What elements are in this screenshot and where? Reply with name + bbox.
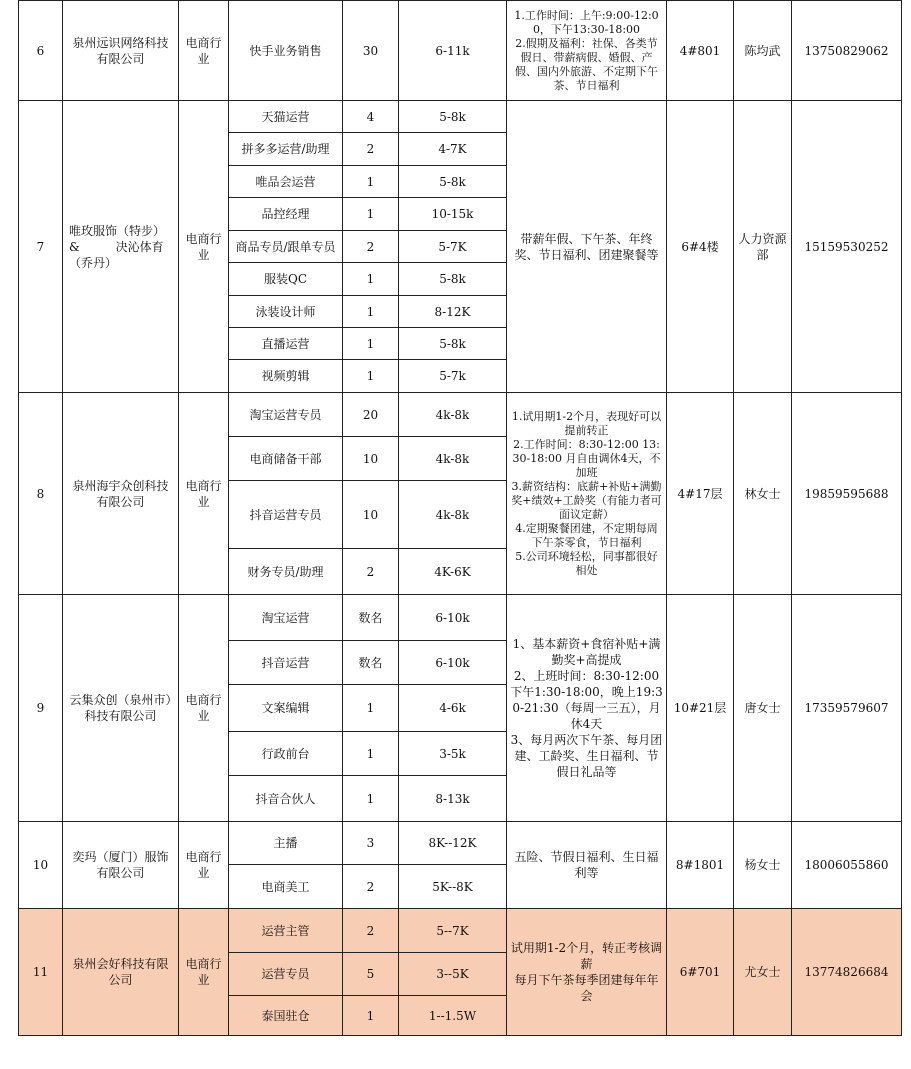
benefits: 试用期1-2个月，转正考核调薪 每月下午茶每季团建每年年会 (507, 909, 667, 1036)
company-name: 奕玛（厦门）服饰有限公司 (63, 822, 179, 909)
job-count: 1 (343, 166, 399, 198)
job-salary: 10-15k (399, 198, 507, 231)
job-title: 文案编辑 (229, 685, 343, 732)
contact-person: 尤女士 (734, 909, 792, 1036)
job-salary: 1--1.5W (399, 996, 507, 1036)
job-count: 1 (343, 328, 399, 360)
job-count: 1 (343, 685, 399, 732)
contact-person: 林女士 (734, 393, 792, 595)
job-title: 泳装设计师 (229, 296, 343, 328)
job-count: 2 (343, 909, 399, 953)
industry: 电商行业 (179, 595, 229, 822)
benefits: 1、基本薪资+食宿补贴+满勤奖+高提成 2、上班时间：8:30-12:00 下午1:30-18:00，晚上19:30-21:30（每周一三五），月休4天 3、每月两次下午茶、每月团建、工龄奖、生日福利、节假日礼品等 (507, 595, 667, 822)
row-number: 6 (19, 1, 63, 101)
job-salary: 5-8k (399, 328, 507, 360)
job-title: 电商储备干部 (229, 437, 343, 481)
job-title: 快手业务销售 (229, 1, 343, 101)
contact-person: 唐女士 (734, 595, 792, 822)
job-title: 抖音运营 (229, 641, 343, 685)
job-count: 1 (343, 360, 399, 393)
contact-person: 杨女士 (734, 822, 792, 909)
job-title: 主播 (229, 822, 343, 865)
job-title: 商品专员/跟单专员 (229, 231, 343, 263)
benefits: 五险、节假日福利、生日福利等 (507, 822, 667, 909)
job-listing-table (18, 0, 902, 1036)
job-title: 淘宝运营专员 (229, 393, 343, 437)
job-title: 天猫运营 (229, 101, 343, 133)
job-title: 直播运营 (229, 328, 343, 360)
company-name: 唯玫服饰（特步）& 决沁体育（乔丹） (63, 101, 179, 393)
job-salary: 6-11k (399, 1, 507, 101)
table-body (19, 1, 902, 1036)
job-title: 拼多多运营/助理 (229, 133, 343, 166)
job-count: 20 (343, 393, 399, 437)
job-count: 2 (343, 865, 399, 909)
company-name: 泉州远识网络科技有限公司 (63, 1, 179, 101)
row-number: 9 (19, 595, 63, 822)
job-count: 数名 (343, 641, 399, 685)
industry: 电商行业 (179, 909, 229, 1036)
address: 8#1801 (667, 822, 734, 909)
job-title: 泰国驻仓 (229, 996, 343, 1036)
job-salary: 3--5K (399, 953, 507, 996)
job-count: 1 (343, 296, 399, 328)
job-title: 抖音合伙人 (229, 776, 343, 822)
row-number: 7 (19, 101, 63, 393)
industry: 电商行业 (179, 393, 229, 595)
job-salary: 5-8k (399, 263, 507, 296)
table-row (19, 822, 902, 865)
job-salary: 5K--8K (399, 865, 507, 909)
table-row (19, 1, 902, 101)
job-title: 淘宝运营 (229, 595, 343, 641)
job-count: 2 (343, 133, 399, 166)
contact-person: 人力资源部 (734, 101, 792, 393)
job-salary: 5-7k (399, 360, 507, 393)
job-title: 唯品会运营 (229, 166, 343, 198)
phone-number: 13750829062 (792, 1, 902, 101)
benefits: 1.工作时间：上午:9:00-12:00，下午13:30-18:00 2.假期及福利：社保、各类节假日、带薪病假、婚假、产假、国内外旅游、不定期下午茶、节日福利 (507, 1, 667, 101)
row-number: 10 (19, 822, 63, 909)
address: 6#4楼 (667, 101, 734, 393)
company-name: 云集众创（泉州市）科技有限公司 (63, 595, 179, 822)
table-row (19, 393, 902, 437)
job-title: 电商美工 (229, 865, 343, 909)
job-salary: 4-7K (399, 133, 507, 166)
job-title: 运营主管 (229, 909, 343, 953)
job-salary: 3-5k (399, 732, 507, 776)
job-count: 1 (343, 263, 399, 296)
job-title: 运营专员 (229, 953, 343, 996)
table-row (19, 595, 902, 641)
industry: 电商行业 (179, 1, 229, 101)
address: 4#801 (667, 1, 734, 101)
job-salary: 4k-8k (399, 437, 507, 481)
benefits: 1.试用期1-2个月，表现好可以提前转正 2.工作时间：8:30-12:00 13:30-18:00 月自由调休4天，不加班 3.薪资结构：底薪+补贴+满勤奖+绩效+工龄奖（有能力者可面议定薪） 4.定期聚餐团建，不定期每周下午茶零食，节日福利 5.公司环境轻松，同事都很好相处 (507, 393, 667, 595)
job-count: 1 (343, 996, 399, 1036)
job-title: 品控经理 (229, 198, 343, 231)
phone-number: 17359579607 (792, 595, 902, 822)
table-row (19, 909, 902, 953)
job-count: 1 (343, 732, 399, 776)
job-salary: 8K--12K (399, 822, 507, 865)
job-title: 行政前台 (229, 732, 343, 776)
job-count: 1 (343, 198, 399, 231)
phone-number: 13774826684 (792, 909, 902, 1036)
job-salary: 8-13k (399, 776, 507, 822)
job-salary: 6-10k (399, 595, 507, 641)
job-count: 10 (343, 481, 399, 549)
job-salary: 4k-8k (399, 393, 507, 437)
job-title: 抖音运营专员 (229, 481, 343, 549)
job-count: 10 (343, 437, 399, 481)
row-number: 11 (19, 909, 63, 1036)
company-name: 泉州海宇众创科技有限公司 (63, 393, 179, 595)
row-number: 8 (19, 393, 63, 595)
industry: 电商行业 (179, 822, 229, 909)
job-salary: 5-8k (399, 166, 507, 198)
job-count: 2 (343, 231, 399, 263)
job-count: 3 (343, 822, 399, 865)
job-salary: 6-10k (399, 641, 507, 685)
job-salary: 5-7K (399, 231, 507, 263)
job-title: 视频剪辑 (229, 360, 343, 393)
job-count: 数名 (343, 595, 399, 641)
job-count: 5 (343, 953, 399, 996)
address: 4#17层 (667, 393, 734, 595)
job-title: 服装QC (229, 263, 343, 296)
job-count: 4 (343, 101, 399, 133)
phone-number: 15159530252 (792, 101, 902, 393)
company-name: 泉州会好科技有限公司 (63, 909, 179, 1036)
address: 6#701 (667, 909, 734, 1036)
job-count: 30 (343, 1, 399, 101)
contact-person: 陈均武 (734, 1, 792, 101)
job-count: 1 (343, 776, 399, 822)
industry: 电商行业 (179, 101, 229, 393)
job-salary: 4-6k (399, 685, 507, 732)
job-title: 财务专员/助理 (229, 549, 343, 595)
table-row (19, 101, 902, 133)
address: 10#21层 (667, 595, 734, 822)
benefits: 带薪年假、下午茶、年终奖、节日福利、团建聚餐等 (507, 101, 667, 393)
job-salary: 5--7K (399, 909, 507, 953)
phone-number: 18006055860 (792, 822, 902, 909)
phone-number: 19859595688 (792, 393, 902, 595)
job-salary: 5-8k (399, 101, 507, 133)
job-salary: 4k-8k (399, 481, 507, 549)
job-salary: 4K-6K (399, 549, 507, 595)
job-count: 2 (343, 549, 399, 595)
job-salary: 8-12K (399, 296, 507, 328)
